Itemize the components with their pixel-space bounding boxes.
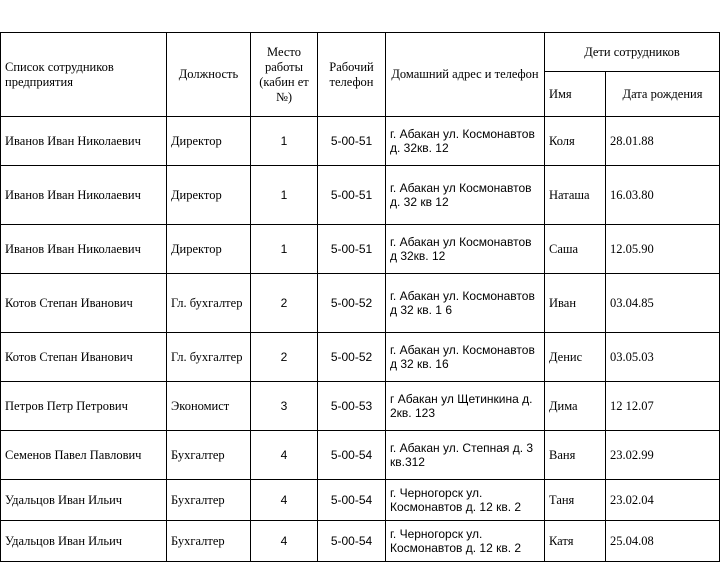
child-name: Таня [545,480,606,521]
employee-name: Удальцов Иван Ильич [1,480,167,521]
employee-position: Директор [167,225,251,274]
employee-position: Бухгалтер [167,480,251,521]
employee-position: Экономист [167,382,251,431]
header-row [1,33,720,72]
employee-name: Иванов Иван Николаевич [1,166,167,225]
employee-room: 2 [251,333,318,382]
child-name: Коля [545,117,606,166]
employee-address: г. Абакан ул Космонавтов д 32кв. 12 [386,225,545,274]
header-position: Должность [167,33,251,117]
employee-room: 1 [251,117,318,166]
employee-room: 4 [251,480,318,521]
table-row [1,431,720,480]
employees-table [0,32,720,562]
child-name: Денис [545,333,606,382]
header-workplace: Место работы (кабин ет №) [251,33,318,117]
child-name: Наташа [545,166,606,225]
employee-name: Семенов Павел Павлович [1,431,167,480]
employee-position: Гл. бухгалтер [167,274,251,333]
header-child-birth: Дата рождения [606,72,720,117]
child-birth: 25.04.08 [606,521,720,562]
child-name: Дима [545,382,606,431]
table-row [1,382,720,431]
table-row [1,521,720,562]
table-row [1,480,720,521]
child-birth: 23.02.04 [606,480,720,521]
employee-phone: 5-00-54 [318,480,386,521]
employee-room: 1 [251,166,318,225]
employee-name: Иванов Иван Николаевич [1,117,167,166]
child-birth: 28.01.88 [606,117,720,166]
employee-phone: 5-00-54 [318,521,386,562]
employee-room: 4 [251,521,318,562]
employee-address: г. Черногорск ул. Космонавтов д. 12 кв. 2 [386,521,545,562]
table-row [1,225,720,274]
table-row [1,274,720,333]
employee-position: Бухгалтер [167,521,251,562]
child-birth: 12 12.07 [606,382,720,431]
employee-address: г. Абакан ул Космонавтов д. 32 кв 12 [386,166,545,225]
employee-room: 1 [251,225,318,274]
table-row [1,166,720,225]
employee-room: 3 [251,382,318,431]
child-name: Иван [545,274,606,333]
header-employees: Список сотрудников предприятия [1,33,167,117]
employee-name: Котов Степан Иванович [1,274,167,333]
employee-position: Директор [167,166,251,225]
employee-position: Директор [167,117,251,166]
employee-name: Удальцов Иван Ильич [1,521,167,562]
header-children: Дети сотрудников [545,33,720,72]
child-birth: 16.03.80 [606,166,720,225]
employee-address: г. Черногорск ул. Космонавтов д. 12 кв. 2 [386,480,545,521]
child-birth: 03.04.85 [606,274,720,333]
header-phone: Рабочий телефон [318,33,386,117]
employee-position: Бухгалтер [167,431,251,480]
employee-phone: 5-00-51 [318,166,386,225]
employee-address: г. Абакан ул. Космонавтов д 32 кв. 16 [386,333,545,382]
employee-phone: 5-00-52 [318,274,386,333]
employee-address: г. Абакан ул. Степная д. 3 кв.312 [386,431,545,480]
employee-phone: 5-00-51 [318,117,386,166]
child-birth: 12.05.90 [606,225,720,274]
header-address: Домашний адрес и телефон [386,33,545,117]
employee-phone: 5-00-53 [318,382,386,431]
employee-position: Гл. бухгалтер [167,333,251,382]
employee-address: г Абакан ул Щетинкина д. 2кв. 123 [386,382,545,431]
employee-name: Петров Петр Петрович [1,382,167,431]
child-birth: 23.02.99 [606,431,720,480]
employee-phone: 5-00-54 [318,431,386,480]
child-birth: 03.05.03 [606,333,720,382]
child-name: Ваня [545,431,606,480]
employee-address: г. Абакан ул. Космонавтов д 32 кв. 1 6 [386,274,545,333]
child-name: Саша [545,225,606,274]
employee-address: г. Абакан ул. Космонавтов д. 32кв. 12 [386,117,545,166]
employee-name: Иванов Иван Николаевич [1,225,167,274]
child-name: Катя [545,521,606,562]
employee-room: 2 [251,274,318,333]
employee-room: 4 [251,431,318,480]
employee-phone: 5-00-52 [318,333,386,382]
employee-phone: 5-00-51 [318,225,386,274]
table-row [1,117,720,166]
header-child-name: Имя [545,72,606,117]
employee-name: Котов Степан Иванович [1,333,167,382]
table-row [1,333,720,382]
